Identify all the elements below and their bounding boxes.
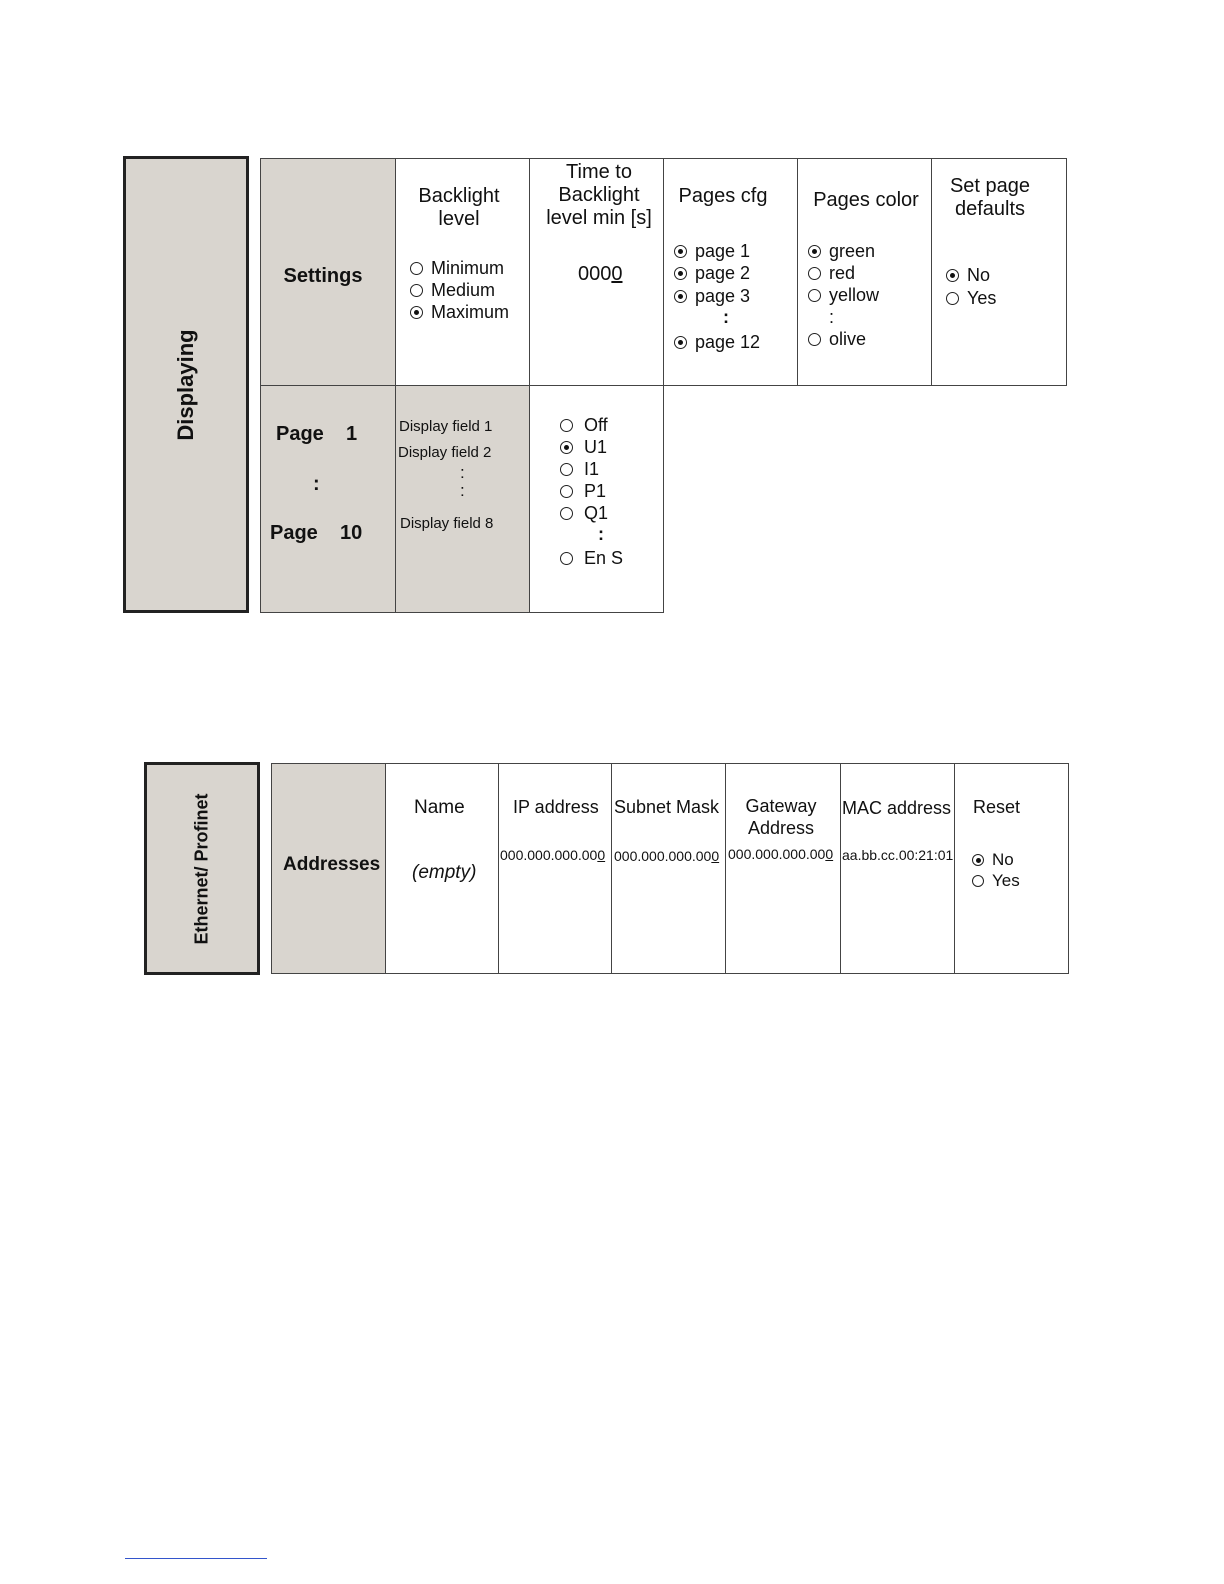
page-first-label: Page 1 — [276, 423, 358, 445]
radio-icon — [560, 507, 573, 520]
option-label: I1 — [584, 459, 600, 479]
field-value-p1[interactable] — [560, 481, 606, 502]
option-label: En S — [584, 548, 624, 568]
pages-cell — [260, 385, 396, 613]
ip-address-value[interactable] — [500, 847, 605, 863]
backlight-level-header: Backlight level — [418, 185, 500, 230]
page-last-label: Page 10 — [270, 522, 363, 544]
radio-selected-icon — [674, 267, 687, 280]
radio-selected-icon — [674, 336, 687, 349]
radio-icon — [560, 552, 573, 565]
radio-icon — [560, 463, 573, 476]
field-value-u1[interactable] — [560, 437, 607, 458]
gateway-address-header: Gateway Address — [745, 796, 817, 838]
radio-icon — [410, 284, 423, 297]
settings-cell — [260, 158, 396, 386]
set-page-defaults-no[interactable] — [946, 265, 990, 286]
display-fields-cell — [395, 385, 530, 613]
footnote-separator — [125, 1558, 267, 1559]
radio-icon — [808, 267, 821, 280]
option-label: page 1 — [695, 241, 751, 261]
field-value-q1[interactable] — [560, 503, 608, 524]
pages-color-header: Pages color — [813, 189, 919, 211]
set-page-defaults-yes[interactable] — [946, 288, 996, 309]
reset-cell — [954, 763, 1069, 974]
radio-selected-icon — [972, 854, 984, 866]
pages-cfg-header: Pages cfg — [678, 185, 768, 207]
reset-no[interactable] — [972, 850, 1014, 870]
radio-icon — [560, 485, 573, 498]
name-cell — [385, 763, 499, 974]
reset-yes[interactable] — [972, 871, 1020, 891]
radio-icon — [808, 333, 821, 346]
radio-selected-icon — [674, 245, 687, 258]
display-fields-ellipsis-2: : — [460, 481, 465, 500]
radio-icon — [560, 419, 573, 432]
value-cursor-digit: 0 — [597, 847, 606, 863]
pages-cfg-ellipsis: : — [723, 307, 729, 327]
displaying-side-label: Displaying — [173, 328, 198, 441]
option-label: page 2 — [695, 263, 751, 283]
option-label: Minimum — [431, 258, 505, 278]
displaying-side-panel — [123, 156, 249, 613]
value-digits: 000.000.000.00 — [614, 848, 712, 864]
value-digits: 000 — [578, 263, 612, 285]
display-field-1: Display field 1 — [399, 418, 493, 435]
value-cursor-digit: 0 — [611, 263, 623, 285]
field-value-off[interactable] — [560, 415, 608, 436]
option-label: Yes — [967, 288, 997, 308]
option-label: Maximum — [431, 302, 510, 322]
radio-icon — [808, 289, 821, 302]
pages-color-red[interactable] — [808, 263, 855, 284]
backlight-option-maximum[interactable] — [410, 302, 509, 323]
radio-icon — [410, 262, 423, 275]
radio-selected-icon — [808, 245, 821, 258]
pages-cfg-page-2[interactable] — [674, 263, 750, 284]
subnet-mask-cell — [611, 763, 726, 974]
display-field-2: Display field 2 — [398, 444, 492, 461]
option-label: page 3 — [695, 286, 751, 306]
pages-color-yellow[interactable] — [808, 285, 879, 306]
set-page-defaults-cell — [931, 158, 1067, 386]
pages-color-green[interactable] — [808, 241, 875, 262]
mac-address-cell — [840, 763, 955, 974]
display-fields-ellipsis-1: : — [460, 463, 465, 482]
reset-header: Reset — [973, 797, 1021, 817]
pages-color-ellipsis: : — [829, 307, 835, 327]
subnet-mask-value[interactable] — [614, 848, 719, 864]
option-label: olive — [829, 329, 867, 349]
option-label: green — [829, 241, 876, 261]
name-header: Name — [414, 797, 465, 818]
option-label: No — [967, 265, 991, 285]
display-field-8: Display field 8 — [400, 515, 494, 532]
ethernet-side-panel — [144, 762, 260, 975]
pages-color-olive[interactable] — [808, 329, 866, 350]
value-cursor-digit: 0 — [711, 848, 720, 864]
subnet-mask-header: Subnet Mask — [614, 797, 720, 817]
option-label: U1 — [584, 437, 608, 457]
option-label: page 12 — [695, 332, 761, 352]
option-label: Medium — [431, 280, 496, 300]
option-label: Q1 — [584, 503, 609, 523]
addresses-cell — [271, 763, 386, 974]
field-value-i1[interactable] — [560, 459, 599, 480]
gateway-address-cell — [725, 763, 841, 974]
mac-address-value[interactable]: aa.bb.cc.00:21:01 — [842, 847, 954, 863]
ip-address-cell — [498, 763, 612, 974]
radio-selected-icon — [946, 269, 959, 282]
ethernet-side-label: Ethernet/ Profinet — [191, 792, 212, 945]
radio-icon — [972, 875, 984, 887]
option-label: P1 — [584, 481, 607, 501]
value-cursor-digit: 0 — [825, 846, 834, 862]
pages-color-cell — [797, 158, 932, 386]
radio-selected-icon — [410, 306, 423, 319]
backlight-option-medium[interactable] — [410, 280, 495, 301]
value-digits: 000.000.000.00 — [728, 846, 826, 862]
value-digits: 000.000.000.00 — [500, 847, 598, 863]
addresses-label: Addresses — [283, 854, 381, 875]
backlight-level-cell — [395, 158, 530, 386]
radio-icon — [946, 292, 959, 305]
option-label: No — [992, 850, 1014, 869]
pages-ellipsis: : — [313, 473, 320, 495]
radio-selected-icon — [674, 290, 687, 303]
backlight-option-minimum[interactable] — [410, 258, 504, 279]
option-label: red — [829, 263, 856, 283]
field-values-ellipsis: : — [598, 524, 604, 544]
pages-cfg-page-3[interactable] — [674, 286, 750, 307]
time-to-backlight-cell — [529, 158, 664, 386]
field-value-en-s[interactable] — [560, 548, 623, 569]
option-label: yellow — [829, 285, 880, 305]
option-label: Off — [584, 415, 608, 435]
set-page-defaults-header: Set page defaults — [949, 175, 1031, 220]
pages-cfg-page-12[interactable] — [674, 332, 760, 353]
option-label: Yes — [992, 871, 1020, 890]
time-to-backlight-value[interactable] — [578, 263, 623, 286]
pages-cfg-page-1[interactable] — [674, 241, 750, 262]
pages-cfg-cell — [663, 158, 798, 386]
ip-address-header: IP address — [513, 797, 599, 817]
time-to-backlight-header: Time to Backlight level min [s] — [546, 161, 652, 229]
mac-address-header: MAC address — [842, 798, 952, 818]
field-values-cell — [529, 385, 664, 613]
radio-selected-icon — [560, 441, 573, 454]
settings-label: Settings — [283, 265, 363, 287]
gateway-address-value[interactable] — [728, 846, 833, 862]
name-value[interactable]: (empty) — [412, 862, 477, 883]
